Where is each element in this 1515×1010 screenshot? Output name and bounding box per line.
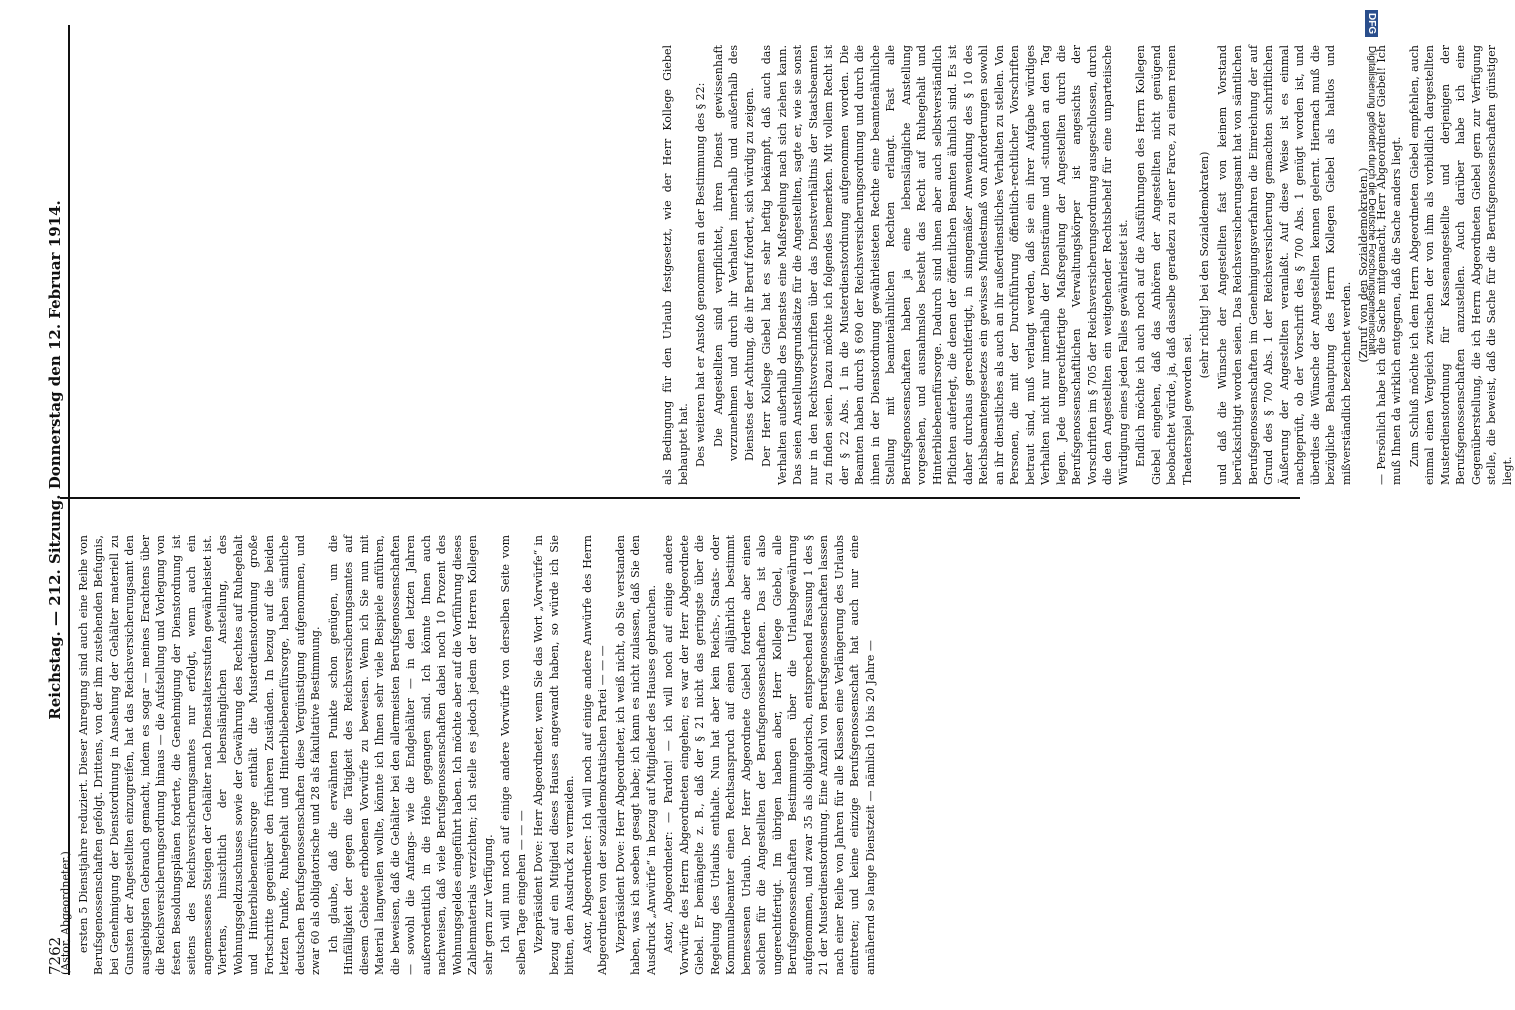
paragraph: und daß die Wünsche der Angestellten fast von keinem Vorstand berücksichtigt worden seien. Das Reichsversicherungsamt hat von sämtlichen Berufsgenossenschaften im Genehmigungsverfahren die Einreichung der auf Grund des § 700 Abs. 1 der Reichsversicherung gemachten schriftlichen Äußerung der Angestellten veranlaßt. Auf diese Weise ist es einmal nachgeprüft, ob der Vorschrift des § 700 Abs. 1 genügt worden ist, und überdies die Wünsche der Angestellten kennen gelernt. Hiernach muß die bezügliche Behauptung des Herrn Kollegen Giebel als haltlos und mißverständlich bezeichnet werden.	[1215, 45, 1355, 485]
credit-text: Digitalisierung gefördert durch die Deutsche Forschungsgemeinschaft	[1366, 46, 1377, 355]
left-text-column	[58, 535, 618, 975]
interjection: (sehr richtig! bei den Sozialdemokraten)	[1197, 45, 1213, 485]
paragraph: Des weiteren hat er Anstoß genommen an der Bestimmung des § 22:	[693, 45, 709, 485]
paragraph: als Bedingung für den Urlaub festgesetzt, wie der Herr Kollege Giebel behauptet hat.	[660, 45, 691, 485]
column-divider	[60, 497, 1300, 499]
paragraph: Astor, Abgeordneter: Ich will noch auf einige andere Anwürfe des Herrn Abgeordneten von der sozialdemokratischen Partei — — —	[580, 535, 611, 975]
paragraph: Vizepräsident Dove: Herr Abgeordneter, ich weiß nicht, ob Sie verstanden haben, was ich soeben gesagt habe; ich kann es nicht zulassen, daß Sie den Ausdruck „Anwürfe“ in bezug auf Mitglieder des Hauses gebrauchen.	[613, 535, 660, 975]
dfg-logo: DFG	[1365, 10, 1378, 37]
paragraph: Ich glaube, daß die erwähnten Punkte schon genügen, um die Hinfälligkeit der gegen die Tätigkeit des Reichsversicherungsamtes auf diesem Gebiete erhobenen Vorwürfe zu beweisen. Wenn ich Sie nun mit Material langweilen wollte, könnte ich Ihnen sehr viele Beispiele anführen, die beweisen, daß die Gehälter bei den allermeisten Berufsgenossenschaften — sowohl die Anfangs- wie die Endgehälter — in den letzten Jahren außerordentlich in die Höhe gegangen sind. Ich könnte Ihnen auch nachweisen, daß viele Berufsgenossenschaften dabei noch 10 Prozent des Wohnungsgeldes eingeführt haben. Ich möchte aber auf die Vorführung dieses Zahlenmaterials verzichten; ich stelle es jedoch jedem der Herren Kollegen sehr gern zur Verfügung.	[326, 535, 497, 975]
paragraph: Zum Schluß möchte ich dem Herrn Abgeordneten Giebel empfehlen, auch einmal einen Vergleich zwischen der von ihm als vorbildlich dargestellten Musterdienstordnung für Kassenangestellte und derjenigen der Berufsgenossenschaften anzustellen. Auch darüber habe ich eine Gegenüberstellung, die ich Herrn Abgeordneten Giebel gern zur Verfügung stelle, die beweist, daß die Sache für die Berufsgenossenschaften günstiger liegt.	[1407, 45, 1515, 485]
rotated-header	[44, 25, 70, 975]
header-title: Reichstag. — 212. Sitzung. Donnerstag den 12. Februar 1914.	[46, 25, 64, 895]
paragraph: Astor, Abgeordneter: — Pardon! — ich will noch auf einige andere Vorwürfe des Herrn Abgeordneten eingehen; es war der Herr Abgeordnete Giebel. Er bemängelte z. B., daß der § 21 nicht das geringste über die Regelung des Urlaubs enthalte. Nun hat aber kein Reichs-, Staats- oder Kommunalbeamter einen Rechtsanspruch auf einen alljährlich bestimmt bemessenen Urlaub. Der Herr Abgeordnete Giebel forderte aber einen solchen für die Angestellten der Berufsgenossenschaften. Das ist also ungerechtfertigt. Im übrigen haben aber, Herr Kollege Giebel, alle Berufsgenossenschaften Bestimmungen über die Urlaubsgewährung aufgenommen, und zwar 35 als obligatorisch, entsprechend Fassung 1 des § 21 der Musterdienstordnung. Eine Anzahl von Berufsgenossenschaften lassen nach einer Reihe von Jahren für alle Klassen eine Verlängerung des Urlaubs eintreten; und keine einzige Berufsgenossenschaft hat auch nur eine annähernd so lange Dienstzeit — nämlich 10 bis 20 Jahre —	[661, 535, 878, 975]
paragraph: — Persönlich habe ich die Sache mitgemacht, Herr Abgeordneter Giebel! Ich muß Ihnen da wirklich entgegnen, daß die Sache anders liegt.	[1374, 45, 1405, 485]
digitization-credit	[1366, 10, 1377, 1010]
paragraph: Der Herr Kollege Giebel hat es sehr heftig bekämpft, daß auch das Verhalten außerhalb des Dienstes eine Maßregelung nach sich ziehen kann. Das seien Anstellungsgrundsätze für die Angestellten, sagte er, wie sie sonst nur in den Rechtsvorschriften über das Dienstverhältnis der Staatsbeamten zu finden seien. Dazu möchte ich folgendes bemerken. Mit vollem Recht ist der § 22 Abs. 1 in die Musterdienstordnung aufgenommen worden. Die Beamten haben durch § 690 der Reichsversicherungsordnung und durch die ihnen in der Dienstordnung gewährleisteten Rechte eine beamtenähnliche Stellung mit beamtenähnlichen Rechten erlangt. Fast alle Berufsgenossenschaften haben ja eine lebenslängliche Anstellung vorgesehen, und ausnahmslos besteht das Recht auf Ruhegehalt und Hinterbliebenenfürsorge. Dadurch sind ihnen aber auch selbstverständlich Pflichten auferlegt, die denen der öffentlichen Beamten ähnlich sind. Es ist daher durchaus gerechtfertigt, in sinngemäßer Anwendung des § 10 des Reichsbeamtengesetzes ein gewisses Mindestmaß von Anforderungen sowohl an ihr dienstliches als auch an ihr außerdienstliches Verhalten zu stellen. Von Personen, die mit der Durchführung öffentlich-rechtlicher Vorschriften betraut sind, muß verlangt werden, daß sie ein ihrer Aufgabe würdiges Verhalten nicht nur innerhalb der Diensträume und -stunden an den Tag legen. Jede ungerechtfertigte Maßregelung der Angestellten durch die Berufsgenossenschaftlichen Verwaltungskörper ist angesichts der Vorschriften im § 705 der Reichsversicherungsordnung ausgeschlossen, durch die den Angestellten ein weitgehender Rechtsbehelf für eine unparteiische Würdigung eines jeden Falles gewährleistet ist.	[759, 45, 1131, 485]
paragraph: Vizepräsident Dove: Herr Abgeordneter, wenn Sie das Wort „Vorwürfe“ in bezug auf ein Mitglied dieses Hauses angewandt haben, so würde ich Sie bitten, den Ausdruck zu vermeiden.	[531, 535, 578, 975]
right-text-block	[660, 45, 1300, 485]
paragraph: Endlich möchte ich auch noch auf die Ausführungen des Herrn Kollegen Giebel eingehen, daß das Anhören der Angestellten nicht genügend beobachtet würde, ja, daß dasselbe geradezu zu einer Farce, zu einem reinen Theaterspiel geworden sei.	[1133, 45, 1195, 485]
quoted-paragraph: Die Angestellten sind verpflichtet, ihren Dienst gewissenhaft vorzunehmen und durch ihr Verhalten innerhalb und außerhalb des Dienstes der Achtung, die ihr Beruf fordert, sich würdig zu zeigen.	[711, 45, 758, 461]
header-page-number: 7262	[46, 937, 64, 975]
paragraph: Ich will nun noch auf einige andere Vorwürfe von derselben Seite vom selben Tage eingehen — — —	[498, 535, 529, 975]
paragraph: ersten 5 Dienstjahre reduziert. Dieser Anregung sind auch eine Reihe von Berufsgenossenschaften gefolgt. Drittens, von der ihm zustehenden Befugnis, bei Genehmigung der Dienstordnung in Ansehung der Gehälter materiell zu Gunsten der Angestellten einzugreifen, hat das Reichsversicherungsamt den ausgiebigsten Gebrauch gemacht, indem es sogar — meines Erachtens über die Reichsversicherungsordnung hinaus — die Aufstellung und Vorlegung von festen Besoldungsplänen forderte, die Genehmigung der Dienstordnung ist seitens des Reichsversicherungsamtes nur erfolgt, wenn auch ein angemessenes Steigen der Gehälter nach Dienstaltersstufen gewährleistet ist. Viertens, hinsichtlich der lebenslänglichen Anstellung, des Wohnungsgeldzuschusses sowie der Gewährung des Rechtes auf Ruhegehalt und Hinterbliebenenfürsorge enthält die Musterdienstordnung große Fortschritte gegenüber den früheren Zuständen. In bezug auf die beiden letzten Punkte, Ruhegehalt und Hinterbliebenenfürsorge, haben sämtliche deutschen Berufsgenossenschaften diese Vergünstigung aufgenommen, und zwar 60 als obligatorische und 28 als fakultative Bestimmung.	[76, 535, 324, 975]
interjection: (Zuruf von den Sozialdemokraten.)	[1356, 45, 1372, 485]
speaker-note: (Astor, Abgeordneter.)	[58, 535, 74, 975]
